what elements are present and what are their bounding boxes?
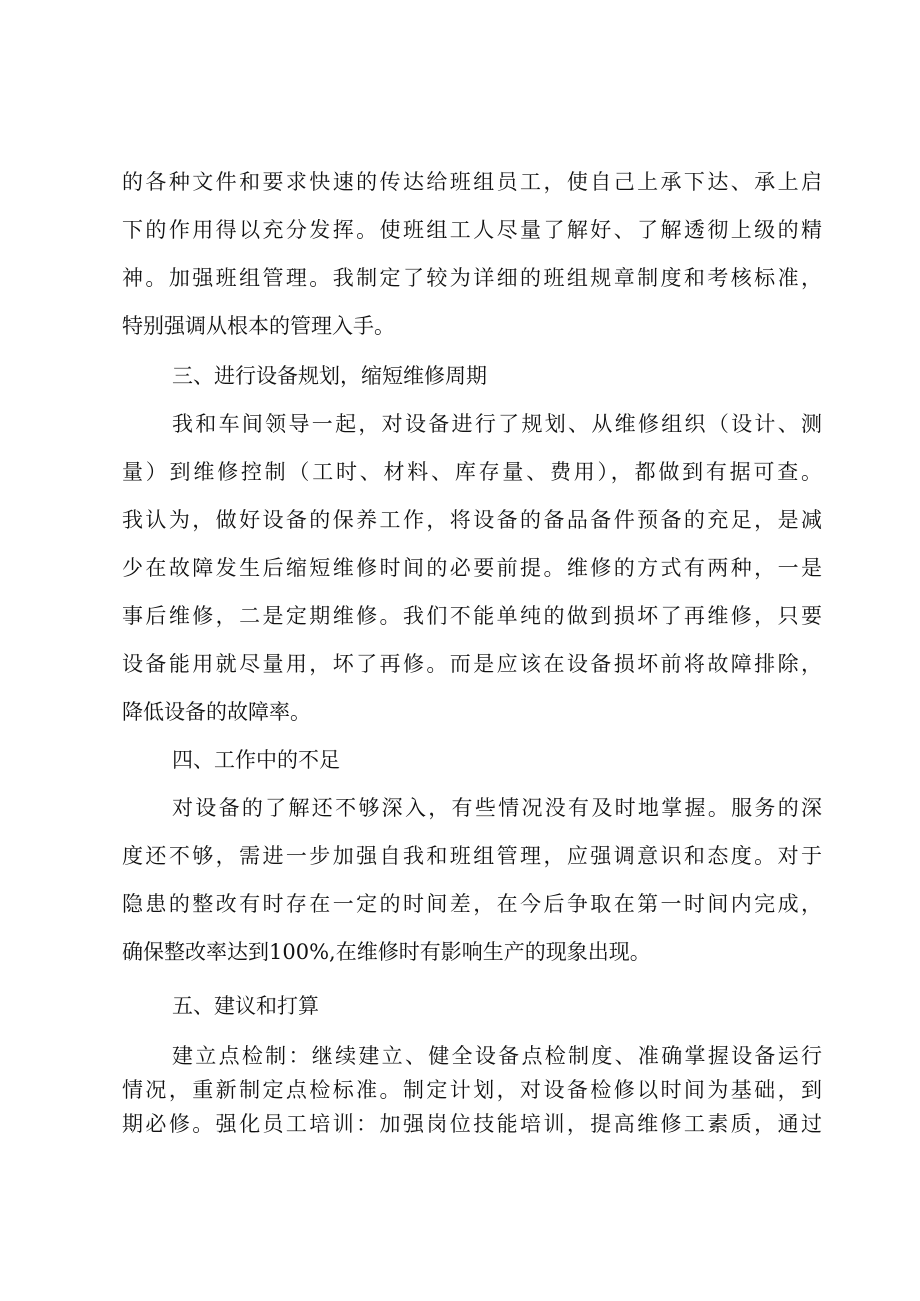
paragraph-line: 我认为，做好设备的保养工作，将设备的备品备件预备的充足，是减	[122, 508, 822, 532]
paragraph-line: 量）到维修控制（工时、材料、库存量、费用），都做到有据可查。	[122, 460, 822, 484]
paragraph-line: 事后维修，二是定期维修。我们不能单纯的做到损坏了再维修，只要	[122, 604, 822, 628]
paragraph-line: 设备能用就尽量用，坏了再修。而是应该在设备损坏前将故障排除，	[122, 652, 822, 676]
paragraph-line: 下的作用得以充分发挥。使班组工人尽量了解好、了解透彻上级的精	[122, 218, 822, 242]
paragraph-line: 降低设备的故障率。	[122, 700, 311, 724]
paragraph-line: 情况，重新制定点检标准。制定计划，对设备检修以时间为基础，到	[122, 1078, 822, 1102]
paragraph-line: 建立点检制：继续建立、健全设备点检制度、准确掌握设备运行	[172, 1044, 822, 1068]
paragraph-line: 神。加强班组管理。我制定了较为详细的班组规章制度和考核标准，	[122, 266, 822, 290]
section-heading: 三、进行设备规划，缩短维修周期	[172, 364, 487, 388]
paragraph-line: 少在故障发生后缩短维修时间的必要前提。维修的方式有两种，一是	[122, 556, 822, 580]
paragraph-line: 我和车间领导一起，对设备进行了规划、从维修组织（设计、测	[172, 412, 822, 436]
paragraph-line: 对设备的了解还不够深入，有些情况没有及时地掌握。服务的深	[172, 796, 822, 820]
paragraph-line: 的各种文件和要求快速的传达给班组员工，使自己上承下达、承上启	[122, 170, 822, 194]
paragraph-line: 度还不够，需进一步加强自我和班组管理，应强调意识和态度。对于	[122, 844, 822, 868]
section-heading: 四、工作中的不足	[172, 748, 340, 772]
section-heading: 五、建议和打算	[172, 994, 319, 1018]
paragraph-line: 特别强调从根本的管理入手。	[122, 314, 395, 338]
paragraph-line: 期必修。强化员工培训：加强岗位技能培训，提高维修工素质，通过	[122, 1112, 822, 1136]
paragraph-line: 确保整改率达到100%,在维修时有影响生产的现象出现。	[122, 940, 651, 964]
paragraph-line: 隐患的整改有时存在一定的时间差，在今后争取在第一时间内完成，	[122, 892, 822, 916]
